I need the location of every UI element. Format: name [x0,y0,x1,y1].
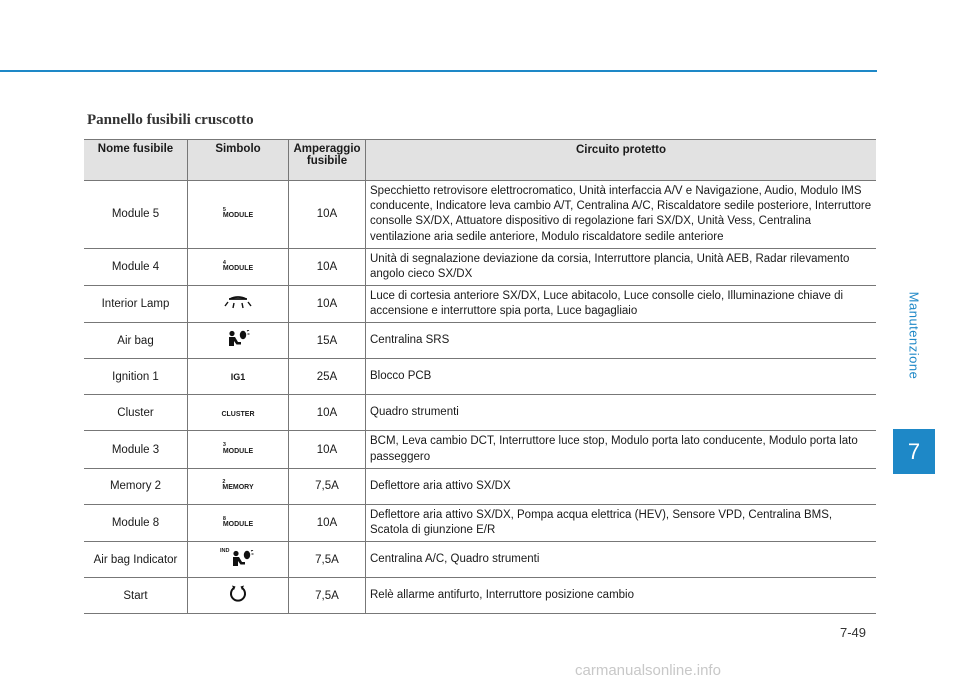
fuse-amperage: 10A [289,431,366,468]
fuse-circuit: Deflettore aria attivo SX/DX, Pompa acqua elettrica (HEV), Sensore VPD, Centralina BMS, Scatola di giunzione E/R [366,504,877,541]
table-row [84,286,876,323]
interior-lamp-icon [223,296,253,310]
table-row [84,431,876,468]
table-row [84,468,876,504]
cluster-symbol: CLUSTER [221,410,255,418]
fuse-name: Air bag Indicator [84,542,188,578]
fuse-circuit: Quadro strumenti [366,395,877,431]
fuse-name: Memory 2 [84,468,188,504]
fuse-name: Air bag [84,323,188,359]
header-circuit: Circuito protetto [366,140,877,181]
table-row [84,578,876,614]
fuse-symbol [188,468,289,504]
fuse-symbol [188,181,289,249]
fuse-name: Cluster [84,395,188,431]
table-row [84,323,876,359]
fuse-circuit: Centralina SRS [366,323,877,359]
fuse-symbol [188,248,289,285]
module-symbol: 5 MODULE [222,207,254,220]
chapter-number: 7 [907,438,921,464]
header-name: Nome fusibile [84,140,188,181]
ind-label: IND [220,548,230,555]
fuse-amperage: 15A [289,323,366,359]
fuse-circuit: Luce di cortesia anteriore SX/DX, Luce abitacolo, Luce consolle cielo, Illuminazione chiave di accensione e interruttore spia porta, Luce bagagliaio [366,286,877,323]
page-number: 7-49 [840,625,867,640]
fuse-circuit: Specchietto retrovisore elettrocromatico, Unità interfaccia A/V e Navigazione, Audio, Modulo IMS conducente, Indicatore leva cambio A/T, Centralina A/C, Riscaldatore sedile posteriore, Interruttore consolle SX/DX, Attuatore dispositivo di regolazione fari SX/DX, Unità Vess, Centralina ventilazione aria sedile anteriore, Modulo riscaldatore sedile anteriore [366,181,877,249]
ig1-symbol: IG1 [230,371,246,382]
fuse-circuit: Unità di segnalazione deviazione da corsia, Interruttore plancia, Unità AEB, Radar rilevamento angolo cieco SX/DX [366,248,877,285]
fuse-symbol [188,395,289,431]
fuse-amperage: 7,5A [289,578,366,614]
fuse-circuit: Relè allarme antifurto, Interruttore posizione cambio [366,578,877,614]
fuse-symbol [188,542,289,578]
table-row [84,542,876,578]
watermark: carmanualsonline.info [575,662,721,679]
table-row [84,248,876,285]
fuse-name: Module 8 [84,504,188,541]
fuse-amperage: 10A [289,504,366,541]
section-side-label [893,250,935,420]
fuse-name: Module 3 [84,431,188,468]
airbag-indicator-symbol [220,548,256,568]
fuse-name: Interior Lamp [84,286,188,323]
fuse-amperage: 10A [289,181,366,249]
header-amperage: Amperaggio fusibile [289,140,366,181]
fuse-symbol [188,359,289,395]
top-rule [0,70,877,72]
fuse-circuit: Deflettore aria attivo SX/DX [366,468,877,504]
fuse-amperage: 7,5A [289,468,366,504]
fuse-name: Ignition 1 [84,359,188,395]
fuse-circuit: BCM, Leva cambio DCT, Interruttore luce stop, Modulo porta lato conducente, Modulo porta lato passeggero [366,431,877,468]
header-symbol: Simbolo [188,140,289,181]
fuse-symbol [188,578,289,614]
module-symbol: 3 MODULE [222,442,254,455]
table-header-row [84,140,876,181]
fuse-table [84,139,876,614]
section-title: Pannello fusibili cruscotto [87,112,254,128]
fuse-name: Module 4 [84,248,188,285]
start-icon [228,584,248,604]
fuse-circuit: Blocco PCB [366,359,877,395]
table-row [84,504,876,541]
module-symbol: 4 MODULE [222,259,254,272]
fuse-amperage: 10A [289,395,366,431]
chapter-tab [893,429,935,474]
table-row [84,359,876,395]
fuse-amperage: 7,5A [289,542,366,578]
fuse-circuit: Centralina A/C, Quadro strumenti [366,542,877,578]
fuse-symbol [188,286,289,323]
fuse-symbol [188,504,289,541]
table-row [84,395,876,431]
memory-symbol: 2 MEMORY [222,479,254,492]
fuse-symbol [188,431,289,468]
fuse-amperage: 25A [289,359,366,395]
section-label-text: Manutenzione [906,291,922,379]
airbag-icon [226,330,250,348]
fuse-amperage: 10A [289,248,366,285]
fuse-name: Module 5 [84,181,188,249]
fuse-symbol [188,323,289,359]
module-symbol: 8 MODULE [222,515,254,528]
fuse-amperage: 10A [289,286,366,323]
airbag-indicator-icon [230,550,254,568]
fuse-name: Start [84,578,188,614]
table-row [84,181,876,249]
